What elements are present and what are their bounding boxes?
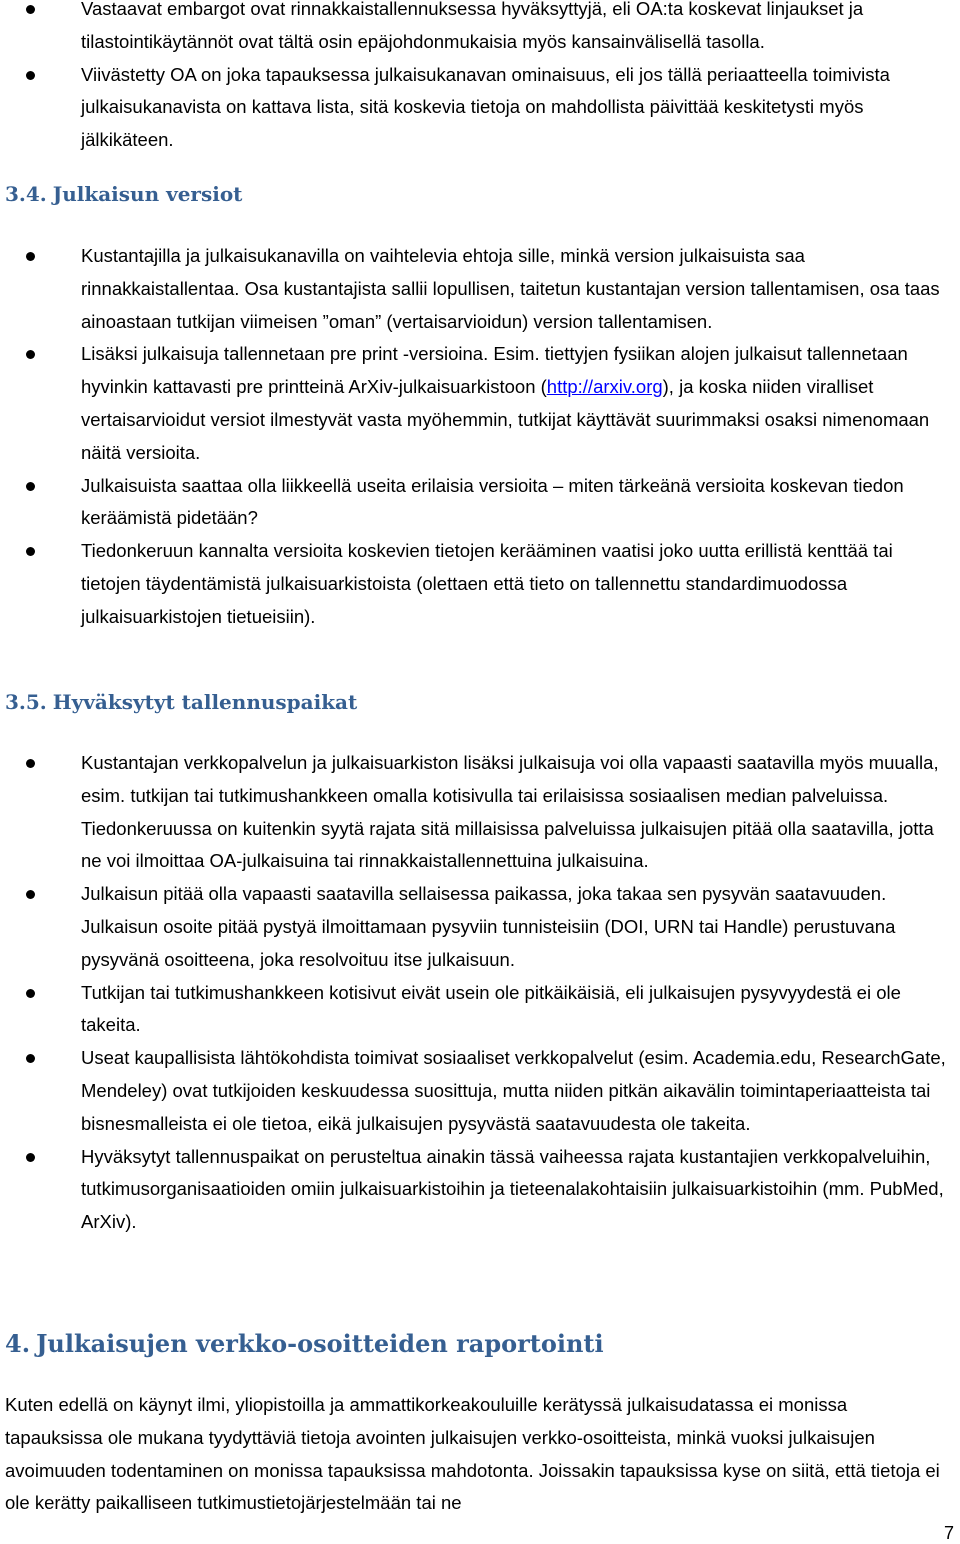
section-number: 3.5.: [5, 690, 47, 714]
section-title: Julkaisun versiot: [52, 182, 243, 206]
bullet-icon: [26, 1153, 35, 1162]
bullet-icon: [26, 989, 35, 998]
top-bullet-list: [0, 0, 960, 157]
list-item: [0, 977, 960, 1043]
list-item-text: Kustantajan verkkopalvelun ja julkaisuarkiston lisäksi julkaisuja voi olla vapaasti saatavilla myös muualla, esim. tutkijan tai tutkimushankkeen omalla kotisivulla tai erilaisissa sosiaalisen median palveluissa. Tiedonkeruussa on kuitenkin syytä rajata sitä millaisissa palveluissa julkaisujen pitää olla saatavilla, jotta ne voi ilmoittaa OA-julkaisuina tai rinnakkaistallennettuina julkaisuina.: [81, 752, 939, 872]
list-item-text: Kustantajilla ja julkaisukanavilla on vaihtelevia ehtoja sille, minkä version julkaisuista saa rinnakkaistallentaa. Osa kustantajista sallii lopullisen, taitetun kustantajan version tallentamisen, osa taas ainoastaan tutkijan viimeisen ”oman” (vertaisarvioidun) version tallentamisen.: [81, 245, 940, 332]
section-heading-3-5: [5, 690, 357, 714]
arxiv-link[interactable]: http://arxiv.org: [546, 376, 663, 398]
section-number: 3.4.: [5, 182, 47, 206]
section-heading-4: [5, 1329, 604, 1358]
list-item: [0, 240, 960, 338]
list-item: [0, 747, 960, 878]
bullet-icon: [26, 482, 35, 491]
list-item: [0, 1042, 960, 1140]
section-3-4-bullet-list: [0, 240, 960, 634]
bullet-icon: [26, 5, 35, 14]
list-item: [0, 0, 960, 59]
list-item: [0, 338, 960, 469]
list-item-text: Viivästetty OA on joka tapauksessa julkaisukanavan ominaisuus, eli jos tällä periaatteella toimivista julkaisukanavista on kattava lista, sitä koskevia tietoja on mahdollista päivittää keskitetysti myös jälkikäteen.: [81, 63, 890, 151]
list-item-text: Useat kaupallisista lähtökohdista toimivat sosiaaliset verkkopalvelut (esim. Academia.edu, ResearchGate, Mendeley) ovat tutkijoiden keskuudessa suosittuja, mutta niiden pitkän aikavälin toimintaperiaatteista tai bisnesmalleista ei ole tietoa, eikä julkaisujen pysyvästä saatavuudesta ole takeita.: [81, 1047, 946, 1134]
section-title: Julkaisujen verkko-osoitteiden raportointi: [36, 1329, 604, 1358]
list-item: [0, 535, 960, 633]
bullet-icon: [26, 71, 35, 80]
list-item-text: Vastaavat embargot ovat rinnakkaistallennuksessa hyväksyttyjä, eli OA:ta koskevat linjaukset ja tilastointikäytännöt ovat tältä osin epäjohdonmukaisia myös kansainvälisellä tasolla.: [81, 0, 864, 52]
section-heading-3-4: [5, 182, 242, 206]
bullet-icon: [26, 350, 35, 359]
section-3-5-bullet-list: [0, 747, 960, 1239]
bullet-icon: [26, 252, 35, 261]
list-item-text-end: ), ja koska niiden viralliset vertaisarvioidut versiot ilmestyvät vasta myöhemmin, tutkijat käyttävät suurimmaksi osaksi nimenomaan näitä versioita.: [81, 376, 930, 463]
section-number: 4.: [5, 1329, 31, 1358]
bullet-icon: [26, 890, 35, 899]
list-item: [0, 1141, 960, 1239]
list-item-text: Tiedonkeruun kannalta versioita koskevien tietojen kerääminen vaatisi joko uutta erillistä kenttää tai tietojen täydentämistä julkaisuarkistoista (olettaen että tieto on tallennettu standardimuodossa julkaisuarkistojen tietueisiin).: [81, 540, 893, 627]
list-item-text: Julkaisun pitää olla vapaasti saatavilla sellaisessa paikassa, joka takaa sen pysyvän saatavuuden. Julkaisun osoite pitää pystyä ilmoittamaan pysyviin tunnisteisiin (DOI, URN tai Handle) perustuvana pysyvänä osoitteena, joka resolvoituu itse julkaisuun.: [81, 883, 896, 970]
list-item-text: Tutkijan tai tutkimushankkeen kotisivut eivät usein ole pitkäikäisiä, eli julkaisujen pysyvyydestä ei ole takeita.: [81, 981, 901, 1036]
bullet-icon: [26, 547, 35, 556]
list-item-text-start: Lisäksi julkaisuja tallennetaan pre print -versioina. Esim. tiettyjen fysiikan alojen julkaisut tallennetaan hyvinkin kattavasti pre printteinä ArXiv-julkaisuarkistoon (: [81, 343, 908, 398]
list-item-text: Hyväksytyt tallennuspaikat on perusteltua ainakin tässä vaiheessa rajata kustantajien verkkopalveluihin, tutkimusorganisaatioiden omiin julkaisuarkistoihin ja tieteenalakohtaisiin julkaisuarkistoihin (mm. PubMed, ArXiv).: [81, 1145, 944, 1233]
bullet-icon: [26, 1054, 35, 1063]
section-title: Hyväksytyt tallennuspaikat: [52, 690, 358, 714]
list-item: [0, 59, 960, 157]
list-item: [0, 470, 960, 536]
page-number: 7: [943, 1523, 954, 1543]
body-paragraph: Kuten edellä on käynyt ilmi, yliopistoilla ja ammattikorkeakouluille kerätyssä julkaisudatassa ei monissa tapauksissa ole mukana tyydyttäviä tietoja avointen julkaisujen verkko-osoitteista, minkä vuoksi julkaisujen avoimuuden todentaminen on monissa tapauksissa mahdotonta. Joissakin tapauksissa kyse on siitä, että tietoja ei ole kerätty paikalliseen tutkimustietojärjestelmään tai ne: [5, 1394, 940, 1514]
list-item: [0, 878, 960, 976]
bullet-icon: [26, 759, 35, 768]
list-item-text: Julkaisuista saattaa olla liikkeellä useita erilaisia versioita – miten tärkeänä versioita koskevan tiedon keräämistä pidetään?: [81, 474, 904, 529]
